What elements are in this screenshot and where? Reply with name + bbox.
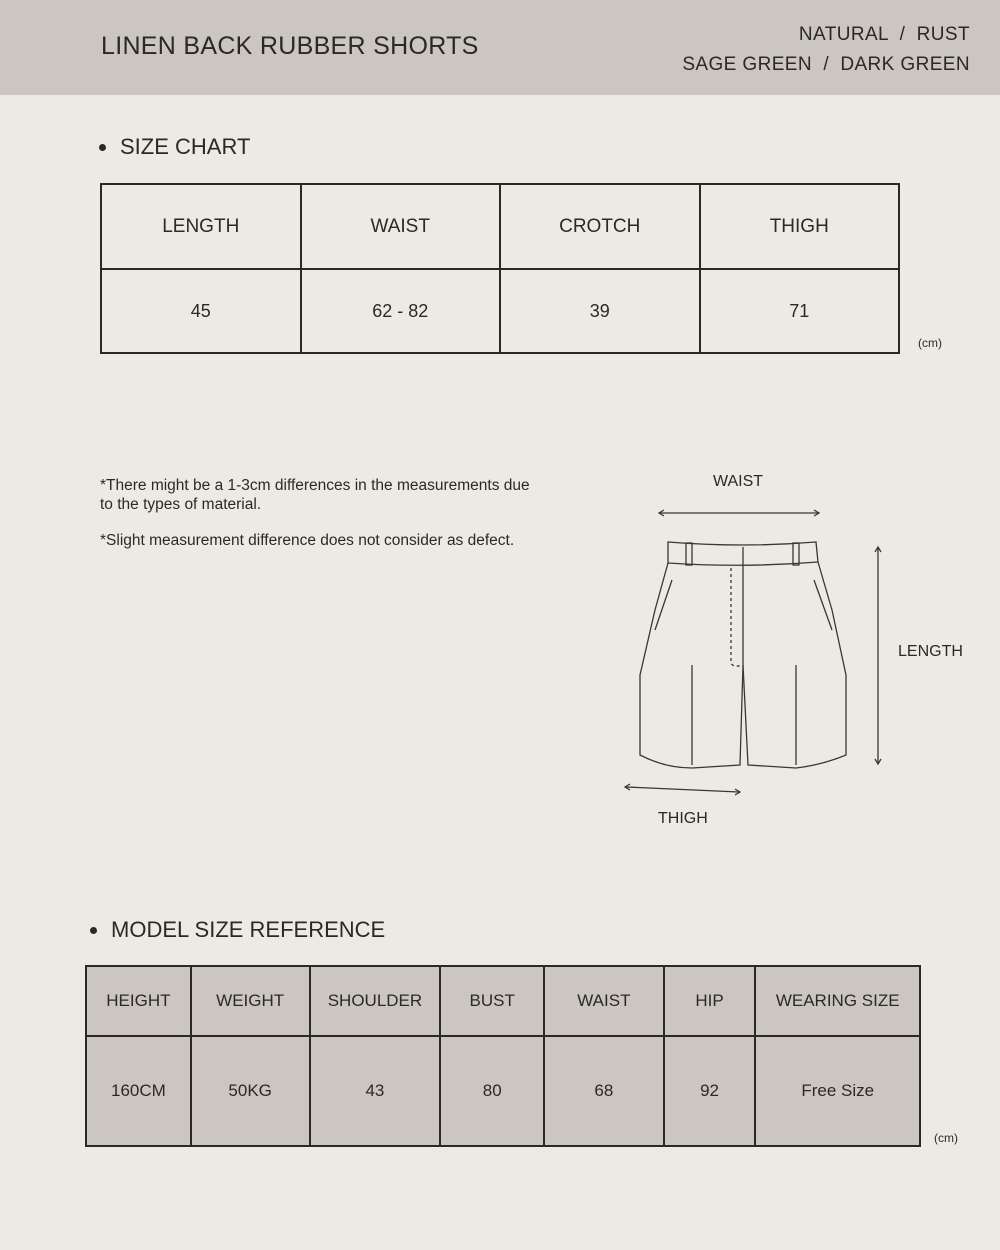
bullet-icon <box>90 927 97 934</box>
model-value-height: 160CM <box>86 1036 191 1146</box>
product-title: LINEN BACK RUBBER SHORTS <box>101 32 479 60</box>
table-row <box>101 184 899 269</box>
size-header-crotch: CROTCH <box>500 184 700 269</box>
model-size-unit: (cm) <box>934 1131 958 1145</box>
model-header-weight: WEIGHT <box>191 966 310 1036</box>
model-value-weight: 50KG <box>191 1036 310 1146</box>
shorts-diagram <box>600 460 980 840</box>
diagram-length-label: LENGTH <box>898 643 963 660</box>
model-value-waist: 68 <box>544 1036 664 1146</box>
bullet-icon <box>99 144 106 151</box>
size-header-waist: WAIST <box>301 184 500 269</box>
size-value-waist: 62 - 82 <box>301 269 500 353</box>
table-row <box>86 1036 920 1146</box>
header-band <box>0 0 1000 95</box>
size-header-length: LENGTH <box>101 184 301 269</box>
diagram-waist-label: WAIST <box>713 473 764 490</box>
color-options-line-2: SAGE GREEN / DARK GREEN <box>682 54 970 75</box>
color-options-line-1: NATURAL / RUST <box>798 24 970 45</box>
model-header-wearing-size: WEARING SIZE <box>755 966 920 1036</box>
model-value-shoulder: 43 <box>310 1036 441 1146</box>
size-chart-title: SIZE CHART <box>120 134 251 159</box>
model-header-shoulder: SHOULDER <box>310 966 441 1036</box>
model-size-heading <box>90 917 385 943</box>
model-size-table <box>85 965 921 1147</box>
model-value-hip: 92 <box>664 1036 756 1146</box>
size-value-crotch: 39 <box>500 269 700 353</box>
table-row <box>86 966 920 1036</box>
size-chart-unit: (cm) <box>918 336 942 350</box>
size-header-thigh: THIGH <box>700 184 900 269</box>
model-value-wearing-size: Free Size <box>755 1036 920 1146</box>
size-value-length: 45 <box>101 269 301 353</box>
table-row <box>101 269 899 353</box>
note-defect: *Slight measurement difference does not consider as defect. <box>100 532 515 549</box>
color-options <box>682 20 970 80</box>
size-value-thigh: 71 <box>700 269 900 353</box>
model-header-waist: WAIST <box>544 966 664 1036</box>
model-size-title: MODEL SIZE REFERENCE <box>111 917 386 942</box>
size-chart-table <box>100 183 900 354</box>
model-header-height: HEIGHT <box>86 966 191 1036</box>
size-chart-heading <box>99 134 250 160</box>
model-value-bust: 80 <box>440 1036 544 1146</box>
note-material-difference: *There might be a 1-3cm differences in the measurements due to the types of material. <box>100 477 530 513</box>
model-header-hip: HIP <box>664 966 756 1036</box>
diagram-thigh-label: THIGH <box>658 810 708 827</box>
model-header-bust: BUST <box>440 966 544 1036</box>
